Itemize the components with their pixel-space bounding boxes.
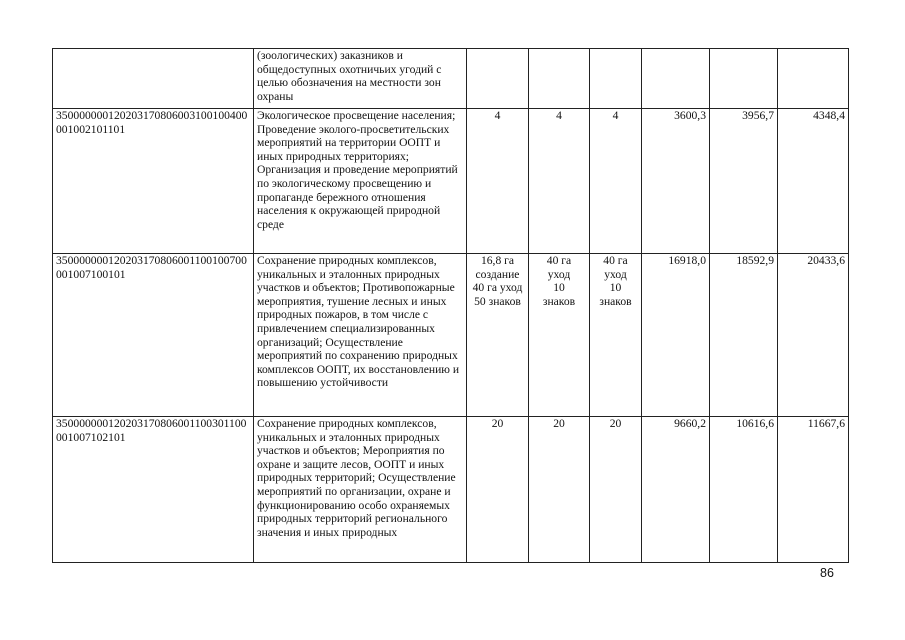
budget-code-cell: 350000000120203170806001100301100001007102101: [53, 417, 254, 563]
budget-table: [52, 48, 849, 563]
indicator-year1-cell: 4: [467, 109, 529, 254]
amount-year2-cell: 18592,9: [710, 254, 778, 417]
amount-year3-cell: 4348,4: [778, 109, 849, 254]
indicator-year2-cell: [529, 49, 590, 109]
amount-year1-cell: 16918,0: [642, 254, 710, 417]
budget-code-cell: 350000000120203170806001100100700001007100101: [53, 254, 254, 417]
activity-description-cell: Сохранение природных комплексов, уникальных и эталонных природных участков и объектов; Противопожарные мероприятия, тушение лесных и иных природных пожаров, в том числе с привлечением специализированных организаций; Осуществление мероприятий по сохранению природных комплексов ООПТ, их восстановлению и повышению устойчивости: [254, 254, 467, 417]
budget-code-cell: 350000000120203170806003100100400001002101101: [53, 109, 254, 254]
activity-description-cell: (зоологических) заказников и общедоступных охотничьих угодий с целью обозначения на местности зон охраны: [254, 49, 467, 109]
table-row: [53, 109, 849, 254]
amount-year3-cell: 11667,6: [778, 417, 849, 563]
amount-year2-cell: [710, 49, 778, 109]
indicator-year2-cell: 4: [529, 109, 590, 254]
table-row: [53, 417, 849, 563]
indicator-year3-cell: 4: [590, 109, 642, 254]
indicator-year1-cell: 20: [467, 417, 529, 563]
indicator-year3-cell: [590, 49, 642, 109]
amount-year2-cell: 3956,7: [710, 109, 778, 254]
amount-year2-cell: 10616,6: [710, 417, 778, 563]
indicator-year3-cell: 20: [590, 417, 642, 563]
activity-description-cell: Сохранение природных комплексов, уникальных и эталонных природных участков и объектов; Мероприятия по охране и защите лесов, ООПТ и иных природных территорий; Осуществление мероприятий по организации, охране и функционированию особо охраняемых природных территорий регионального значения и иных природных: [254, 417, 467, 563]
indicator-year1-cell: 16,8 га создание 40 га уход 50 знаков: [467, 254, 529, 417]
amount-year1-cell: [642, 49, 710, 109]
indicator-year3-cell: 40 га уход 10 знаков: [590, 254, 642, 417]
indicator-year2-cell: 40 га уход 10 знаков: [529, 254, 590, 417]
amount-year3-cell: 20433,6: [778, 254, 849, 417]
amount-year1-cell: 9660,2: [642, 417, 710, 563]
table-row: [53, 254, 849, 417]
activity-description-cell: Экологическое просвещение населения; Проведение эколого-просветительских мероприятий на территории ООПТ и иных природных территориях; Организация и проведение мероприятий по экологическому просвещению и пропаганде бережного отношения населения к окружающей природной среде: [254, 109, 467, 254]
amount-year1-cell: 3600,3: [642, 109, 710, 254]
indicator-year1-cell: [467, 49, 529, 109]
amount-year3-cell: [778, 49, 849, 109]
indicator-year2-cell: 20: [529, 417, 590, 563]
table-row: [53, 49, 849, 109]
budget-code-cell: [53, 49, 254, 109]
page-number: 86: [820, 566, 834, 580]
